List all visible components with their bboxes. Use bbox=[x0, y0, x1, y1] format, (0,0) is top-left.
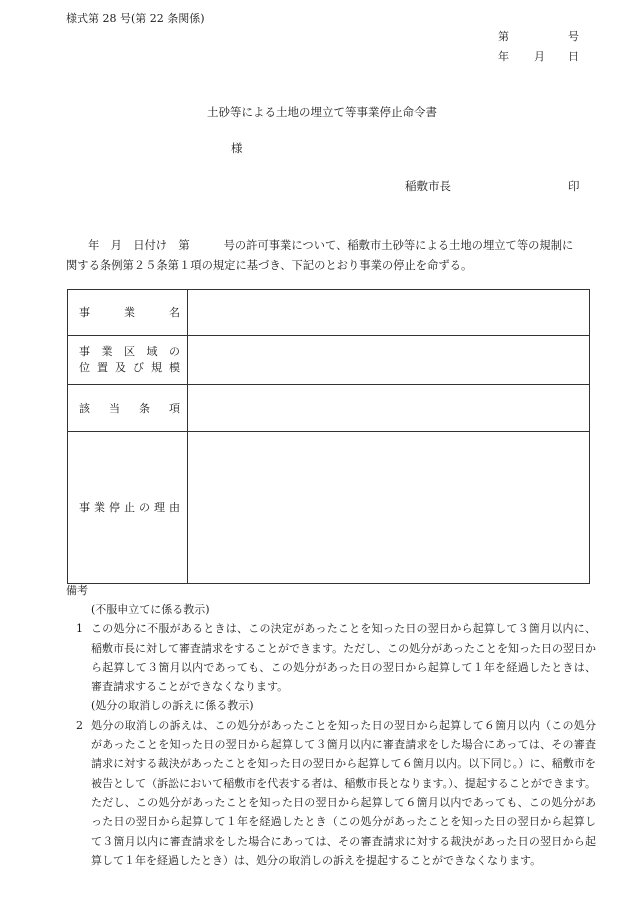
label-char: 条 bbox=[139, 401, 150, 415]
label-char: 停 bbox=[109, 501, 120, 514]
project-area-label bbox=[68, 336, 188, 385]
issuer-name: 稲敷市長 bbox=[405, 179, 451, 193]
label-char: 業 bbox=[94, 501, 105, 514]
project-area-value[interactable] bbox=[188, 336, 590, 385]
label-char: 位 bbox=[79, 361, 90, 374]
label-char: 域 bbox=[146, 345, 158, 358]
project-name-value[interactable] bbox=[188, 290, 590, 336]
label-char: 理 bbox=[154, 501, 165, 514]
label-char: 規 bbox=[151, 361, 162, 374]
document-number-suffix: 号 bbox=[568, 30, 579, 43]
seal-mark: 印 bbox=[568, 179, 580, 193]
appeal-guidance-heading: (不服申立てに係る教示) bbox=[91, 603, 210, 616]
label-char: 及 bbox=[115, 361, 126, 374]
project-name-label bbox=[68, 290, 188, 336]
label-char: 区 bbox=[124, 345, 135, 358]
remarks-item-text: この処分に不服があるときは、この決定があったことを知った日の翌日から起算して３箇月以内に、稲敷市長に対して審査請求をすることができます。ただし、この処分があったことを知った日の翌日から起算して３箇月以内であっても、この処分があった日の翌日から起算して１年を経過したときは、審査請求することができなくなります。 bbox=[91, 622, 597, 694]
label-char: 業 bbox=[101, 345, 113, 358]
order-body-line1: 年 月 日付け 第 号の許可事業について、稲敷市土砂等による土地の埋立て等の規制に bbox=[88, 239, 574, 252]
label-char: の bbox=[169, 345, 180, 358]
label-char: 該 bbox=[79, 401, 90, 415]
order-body-line2: 関する条例第２５条第１項の規定に基づき、下記のとおり事業の停止を命ずる。 bbox=[66, 259, 473, 272]
date-year-label: 年 bbox=[498, 50, 509, 63]
form-number: 様式第 28 号(第 22 条関係) bbox=[66, 12, 205, 25]
label-char: 業 bbox=[124, 306, 135, 319]
label-char: 由 bbox=[169, 501, 180, 514]
remarks-item-1 bbox=[66, 619, 596, 696]
date-day-label: 日 bbox=[568, 50, 579, 63]
label-char: 名 bbox=[169, 306, 180, 319]
label-char: 事 bbox=[79, 501, 90, 514]
label-char: 置 bbox=[97, 361, 108, 374]
remarks-item-text: 処分の取消しの訴えは、この処分があったことを知った日の翌日から起算して６箇月以内（この処分があったことを知った日の翌日から起算して３箇月以内に審査請求をした場合にあっては、その審査請求に対する裁決があったことを知った日の翌日から起算して６箇月以内。以下同じ。）に、稲敷市を被告として（訴訟において稲敷市を代表する者は、稲敷市長となります。）、提起することができます。ただし、この処分があったことを知った日の翌日から起算して６箇月以内であっても、この処分があった日の翌日から起算して１年を経過したとき（この処分があったことを知った日の翌日から起算して３箇月以内に審査請求をした場合にあっては、その審査請求に対する裁決があった日の翌日から起算して１年を経過したとき）は、処分の取消しの訴えを提起することができなくなります。 bbox=[91, 718, 596, 867]
suspension-reason-label bbox=[68, 432, 188, 584]
remarks-item-number: 1 bbox=[76, 622, 83, 636]
date-month-label: 月 bbox=[534, 50, 545, 63]
order-body bbox=[66, 236, 596, 276]
label-char: び bbox=[133, 361, 144, 374]
applicable-clause-label bbox=[68, 385, 188, 432]
document-number-label: 第 bbox=[498, 30, 509, 43]
label-char: 事 bbox=[79, 345, 90, 358]
document-title: 土砂等による土地の埋立て等事業停止命令書 bbox=[207, 105, 437, 119]
lawsuit-guidance-heading: (処分の取消しの訴えに係る教示) bbox=[91, 699, 254, 713]
applicable-clause-value[interactable] bbox=[188, 385, 590, 432]
suspension-reason-value[interactable] bbox=[188, 432, 590, 584]
remarks-section bbox=[66, 600, 596, 870]
label-char: 止 bbox=[124, 501, 135, 514]
label-char: 模 bbox=[169, 361, 180, 374]
label-char: 事 bbox=[79, 306, 90, 319]
remarks-heading: 備考 bbox=[66, 584, 88, 597]
label-char: 項 bbox=[169, 401, 180, 415]
label-char: の bbox=[139, 501, 150, 514]
project-info-table bbox=[67, 289, 590, 584]
label-char: 当 bbox=[109, 401, 120, 415]
addressee-suffix: 様 bbox=[231, 141, 243, 155]
remarks-item-2 bbox=[66, 716, 596, 870]
remarks-item-number: 2 bbox=[76, 718, 83, 732]
